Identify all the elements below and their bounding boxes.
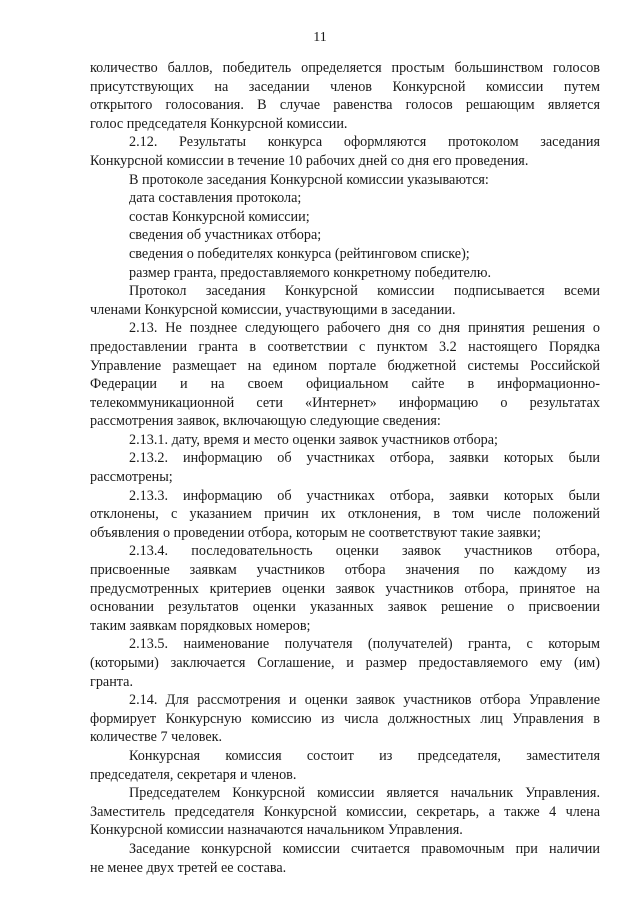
text-line: (которыми) заключается Соглашение, и размер предоставляемого ему (им) bbox=[90, 655, 600, 671]
text-line: гранта. bbox=[90, 673, 134, 690]
text-line: присутствующих на заседании членов Конкурсной комиссии путем bbox=[90, 78, 600, 95]
list-item: сведения о победителях конкурса (рейтинговом списке); bbox=[129, 245, 470, 262]
text-line: Конкурсной комиссии в течение 10 рабочих дней со дня его проведения. bbox=[90, 152, 529, 169]
text-line: таким заявкам порядковых номеров; bbox=[90, 617, 311, 634]
text-line: 2.12. Результаты конкурса оформляются протоколом заседания bbox=[129, 134, 600, 151]
text-line: предоставлении гранта в соответствии с пунктом 3.2 настоящего Порядка bbox=[90, 338, 600, 355]
text-line: открытого голосования. В случае равенства голосов решающим является bbox=[90, 97, 600, 114]
text-line: В протоколе заседания Конкурсной комиссии указываются: bbox=[129, 171, 489, 188]
text-line: Заседание конкурсной комиссии считается правомочным при наличии bbox=[129, 840, 600, 857]
text-line: телекоммуникационной сети «Интернет» информацию о результатах bbox=[90, 394, 600, 411]
text-line: рассмотрения заявок, включающую следующие сведения: bbox=[90, 413, 441, 430]
text-line: рассмотрены; bbox=[90, 469, 173, 486]
text-line: присвоенные заявкам участников отбора значения по каждому из bbox=[90, 562, 600, 579]
text-line: основании результатов оценки указанных заявок решение о присвоении bbox=[90, 599, 600, 616]
list-item: состав Конкурсной комиссии; bbox=[129, 208, 310, 225]
text-line: председателя, секретаря и членов. bbox=[90, 766, 297, 783]
page-number: 11 bbox=[313, 30, 327, 45]
text-line: объявления о проведении отбора, которым не соответствуют такие заявки; bbox=[90, 524, 541, 541]
list-item: дата составления протокола; bbox=[129, 190, 302, 207]
text-line: 2.13.5. наименование получателя (получателей) гранта, с которым bbox=[129, 636, 600, 653]
text-line: 2.13.3. информацию об участниках отбора, заявки которых были bbox=[129, 487, 600, 504]
text-line: количестве 7 человек. bbox=[90, 729, 223, 746]
text-line: не менее двух третей ее состава. bbox=[90, 859, 287, 876]
text-line: Управление размещает на едином портале бюджетной системы Российской bbox=[90, 357, 600, 374]
list-item: сведения об участниках отбора; bbox=[129, 227, 322, 244]
document-body bbox=[90, 59, 600, 877]
text-line: Протокол заседания Конкурсной комиссии подписывается всеми bbox=[129, 283, 600, 300]
text-line: 2.13.2. информацию об участниках отбора, заявки которых были bbox=[129, 450, 600, 467]
text-line: формирует Конкурсную комиссию из числа должностных лиц Управления в bbox=[90, 710, 600, 727]
text-line: Конкурсной комиссии назначаются начальником Управления. bbox=[90, 822, 463, 839]
text-line: отклонены, с указанием причин их отклонения, в том числе положений bbox=[90, 506, 600, 523]
text-line: предусмотренных критериев оценки заявок участников отбора, принятое на bbox=[90, 580, 600, 597]
text-line: Конкурсная комиссия состоит из председателя, заместителя bbox=[129, 747, 600, 764]
text-line: Председателем Конкурсной комиссии является начальник Управления. bbox=[129, 785, 600, 802]
text-line: Федерации и на своем официальном сайте в информационно- bbox=[90, 376, 600, 393]
text-line: Заместитель председателя Конкурсной комиссии, секретарь, а также 4 члена bbox=[90, 803, 600, 820]
text-line: 2.13. Не позднее следующего рабочего дня со дня принятия решения о bbox=[129, 320, 600, 337]
text-line: 2.14. Для рассмотрения и оценки заявок участников отбора Управление bbox=[129, 692, 600, 709]
text-line: голос председателя Конкурсной комиссии. bbox=[90, 115, 348, 132]
text-line: членами Конкурсной комиссии, участвующими в заседании. bbox=[90, 301, 456, 318]
list-item: размер гранта, предоставляемого конкретному победителю. bbox=[129, 264, 492, 281]
text-line: количество баллов, победитель определяется простым большинством голосов bbox=[90, 60, 600, 76]
text-line: 2.13.4. последовательность оценки заявок участников отбора, bbox=[129, 543, 600, 560]
text-line: 2.13.1. дату, время и место оценки заявок участников отбора; bbox=[129, 431, 498, 448]
